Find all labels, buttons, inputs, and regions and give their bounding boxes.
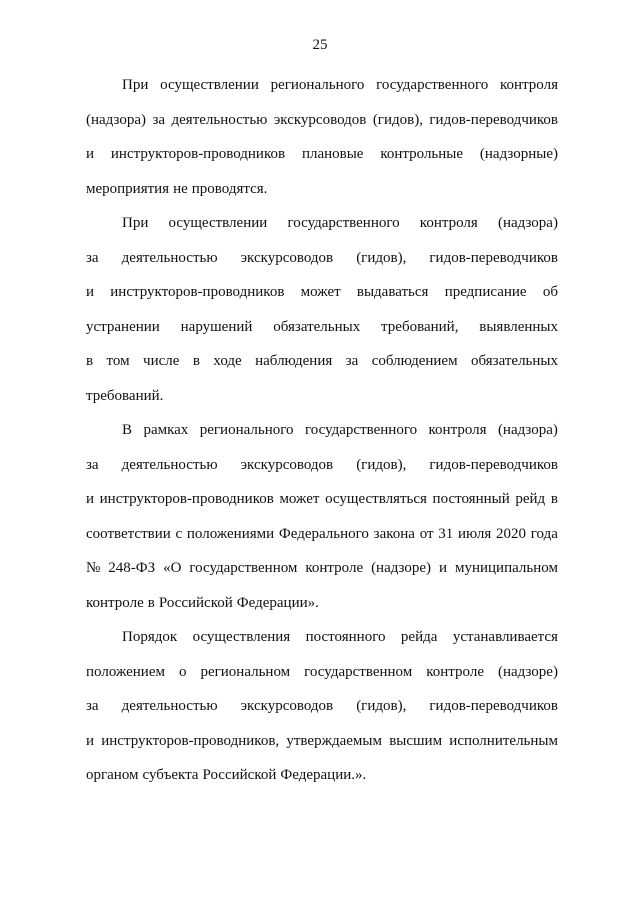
text-line: устранении нарушений обязательных требований, выявленных <box>86 318 558 335</box>
text-line: Порядок осуществления постоянного рейда устанавливается <box>122 629 558 645</box>
text-line: требований. <box>86 387 164 404</box>
text-line: В рамках регионального государственного контроля (надзора) <box>122 422 558 438</box>
text-line: органом субъекта Российской Федерации.». <box>86 767 367 783</box>
text-line: мероприятия не проводятся. <box>86 180 268 197</box>
text-line: контроле в Российской Федерации». <box>86 594 319 611</box>
text-line: за деятельностью экскурсоводов (гидов), гидов-переводчиков <box>86 698 558 714</box>
paragraph <box>86 211 558 418</box>
page-number: 25 <box>312 37 328 53</box>
paragraph <box>86 625 558 798</box>
text-line: за деятельностью экскурсоводов (гидов), гидов-переводчиков <box>86 456 558 473</box>
paragraph <box>86 418 558 625</box>
document-body <box>86 73 558 798</box>
text-line: соответствии с положениями Федерального закона от 31 июля 2020 года <box>86 525 558 542</box>
text-line: (надзора) за деятельностью экскурсоводов (гидов), гидов-переводчиков <box>86 111 558 128</box>
text-line: № 248-ФЗ «О государственном контроле (надзоре) и муниципальном <box>86 560 558 576</box>
text-line: в том числе в ходе наблюдения за соблюдением обязательных <box>86 353 558 369</box>
text-line: и инструкторов-проводников может осуществляться постоянный рейд в <box>86 491 558 507</box>
text-line: положением о региональном государственном контроле (надзоре) <box>86 663 558 680</box>
text-line: При осуществлении регионального государственного контроля <box>122 77 558 93</box>
text-line: за деятельностью экскурсоводов (гидов), гидов-переводчиков <box>86 249 558 266</box>
paragraph <box>86 73 558 211</box>
text-line: При осуществлении государственного контроля (надзора) <box>122 215 558 231</box>
text-line: и инструкторов-проводников может выдаваться предписание об <box>86 284 558 300</box>
text-line: и инструкторов-проводников, утверждаемым высшим исполнительным <box>86 732 558 749</box>
text-line: и инструкторов-проводников плановые контрольные (надзорные) <box>86 146 558 162</box>
